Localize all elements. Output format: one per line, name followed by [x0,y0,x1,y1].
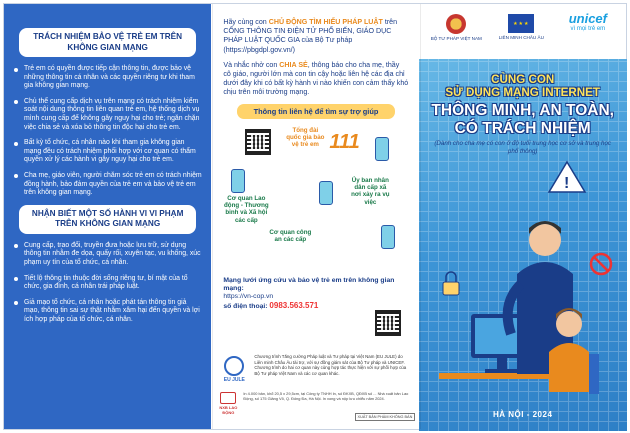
unicef-tagline: vì mọi trẻ em [570,26,606,32]
title-line: CÙNG CON [491,73,555,86]
eu-jule-logo [219,354,249,384]
list-item: Cha mẹ, giáo viên, người chăm sóc trẻ em có trách nhiệm đồng hành, bảo đảm quyền của trẻ em và bảo vệ trẻ em trên không gian mạng. [13,172,202,198]
parent-child-illustration [419,154,627,414]
cover-artwork [419,59,627,431]
network-label: Mạng lưới ứng cứu và bảo vệ trẻ em trên không gian mạng: [223,276,395,293]
publisher-icon [220,392,236,404]
list-item: Trẻ em có quyền được tiếp cận thông tin, được bảo vệ những thông tin cá nhân và các quyền riêng tư khi tham gia không gian mạng. [13,65,202,91]
eu-logo [499,14,544,40]
publisher-label: NXB LAO ĐỘNG [219,405,238,415]
fold-line [212,4,213,429]
unicef-logo [569,12,607,32]
panel-child-protection [4,4,211,429]
text: , thông báo cho cha mẹ, thầy cô giáo, người lớn mà con tin cậy hoặc liên hệ các địa chỉ dưới đây khi có bất kỳ hành vi nào khiến con cảm thấy khó chịu trên môi trường mạng. [223,60,409,97]
not-for-sale-stamp: XUẤT BẢN PHẨM KHÔNG BÁN [355,413,416,421]
tag-police: Cơ quan công an các cấp [269,228,312,244]
paragraph-share [223,61,408,98]
tag-commune-committee: Ủy ban nhân dân cấp xã nơi xảy ra vụ việc [351,176,390,206]
list-item: Cung cấp, trao đổi, truyền đưa hoặc lưu trữ, sử dụng thông tin nhằm đe dọa, quấy rối, xuyên tạc, vu khống, xúc phạm uy tín của tổ chức, cá nhân. [13,242,202,268]
tag-labour-office: Cơ quan Lao động - Thương binh và Xã hội các cấp [224,194,269,224]
cover-footer: HÀ NỘI - 2024 [493,410,553,419]
qr-code-icon [375,310,401,336]
paragraph-learn-law [223,18,408,55]
panel-cover [419,4,626,429]
fold-line [420,4,421,429]
imprint-block [217,391,415,419]
cover-subtitle: (Dành cho cha mẹ có con ở độ tuổi trung học cơ sở và trung học phổ thông) [434,140,612,155]
hotline-number: 0983.563.571 [269,300,319,310]
phone-character-icon [375,137,389,161]
title-line: SỬ DỤNG MẠNG INTERNET [445,86,600,99]
cover-title-main [419,102,627,138]
national-emblem-icon [446,14,466,34]
phone-character-icon [231,169,245,193]
highlight-text: CHỦ ĐỘNG TÌM HIỂU PHÁP LUẬT [268,18,383,26]
eu-flag-icon [508,14,534,33]
cover-title-top [419,73,627,99]
text: Hãy cùng con [223,18,269,26]
list-item: Bất kỳ tổ chức, cá nhân nào khi tham gia không gian mạng đều có trách nhiệm phối hợp với cơ quan có thẩm quyền xử lý các hành vi gây nguy hại cho trẻ em. [13,139,202,165]
child-figure [556,311,582,337]
hotline-label: số điện thoại: [223,302,270,310]
hotline-title: Thông tin liên hệ để tìm sự trợ giúp [237,104,394,119]
list-item: Chủ thể cung cấp dịch vụ trên mạng có trách nhiệm kiểm soát nội dung thông tin liên quan trẻ em, hệ thống dịch vụ mình cung cấp để không gây nguy hại cho trẻ; ngăn chặn việc chia sẻ và xóa bỏ thông tin độc hại cho trẻ em. [13,98,202,132]
moj-label: BỘ TƯ PHÁP VIỆT NAM [430,36,482,41]
section-title-violations: NHẬN BIẾT MỘT SỐ HÀNH VI VI PHẠM TRÊN KHÔNG GIAN MẠNG [19,205,196,234]
highlight-text: CHIA SẺ [279,60,308,69]
panel-help-contacts [211,4,418,429]
cover-logos [419,4,626,59]
list-item: Giả mạo tổ chức, cá nhân hoặc phát tán thông tin giả mạo, thông tin sai sự thật nhằm xâm hại đến quyền và lợi ích hợp pháp của tổ chức, cá nhân. [13,299,202,325]
svg-text:!: ! [563,175,570,192]
section-title-responsibility: TRÁCH NHIỆM BẢO VỆ TRẺ EM TRÊN KHÔNG GIAN MẠNG [19,28,196,57]
violations-list [13,242,202,325]
title-line: CÓ TRÁCH NHIỆM [454,120,591,137]
unicef-wordmark: unicef [568,11,607,26]
hotline-111: 111 [329,130,360,153]
eu-jule-text: Chương trình Tăng cường Pháp luật và Tư pháp tại Việt Nam (EU JULE) do Liên minh Châu Âu tài trợ, với sự đồng giám sát của Bộ Tư pháp và UNICEF. Chương trình do hai cơ quan này cùng hợp tác thực hiện với sự phối hợp của Bộ Tư pháp Việt Nam và các cơ quan khác. [254,354,407,376]
eu-label: LIÊN MINH CHÂU ÂU [498,35,544,40]
list-item: Tiết lộ thông tin thuộc đời sống riêng tư, bí mật của tổ chức, gia đình, cá nhân trái pháp luật. [13,275,202,292]
network-url[interactable]: https://vn-cop.vn [223,293,274,301]
help-illustration [223,125,408,275]
text: Và nhắc nhở con [223,60,280,69]
qr-code-icon [245,129,271,155]
imprint-text: In 4.000 bản, khổ 20,5 x 29,5cm, tại Công ty TNHH In, số ĐKXB, QĐXB số ... Nhà xuất bản Lao Động, số 175 Giảng Võ, Q. Đống Đa, Hà Nội. In xong và nộp lưu chiểu năm 2024. [243,391,409,401]
title-line: THÔNG MINH, AN TOÀN, [431,102,614,119]
phone-character-icon [319,181,333,205]
phone-character-icon [381,225,395,249]
lock-icon [443,282,459,295]
eu-jule-block [219,354,409,384]
moj-logo [431,14,482,41]
network-info [223,277,408,312]
responsibility-list [13,65,202,198]
publisher-logo [217,392,239,415]
brochure-sheet [3,3,627,430]
eu-jule-label: EU JULE [223,376,245,383]
text: trên CỔNG THÔNG TIN ĐIỆN TỬ PHỔ BIẾN, GIÁO DỤC PHÁP LUẬT QUỐC GIA của Bộ Tư pháp (https://pbgdpl.gov.vn/) [223,18,398,54]
eu-jule-circle-icon [224,356,244,376]
tag-national-hotline: Tổng đài quốc gia bảo vệ trẻ em [286,126,325,149]
